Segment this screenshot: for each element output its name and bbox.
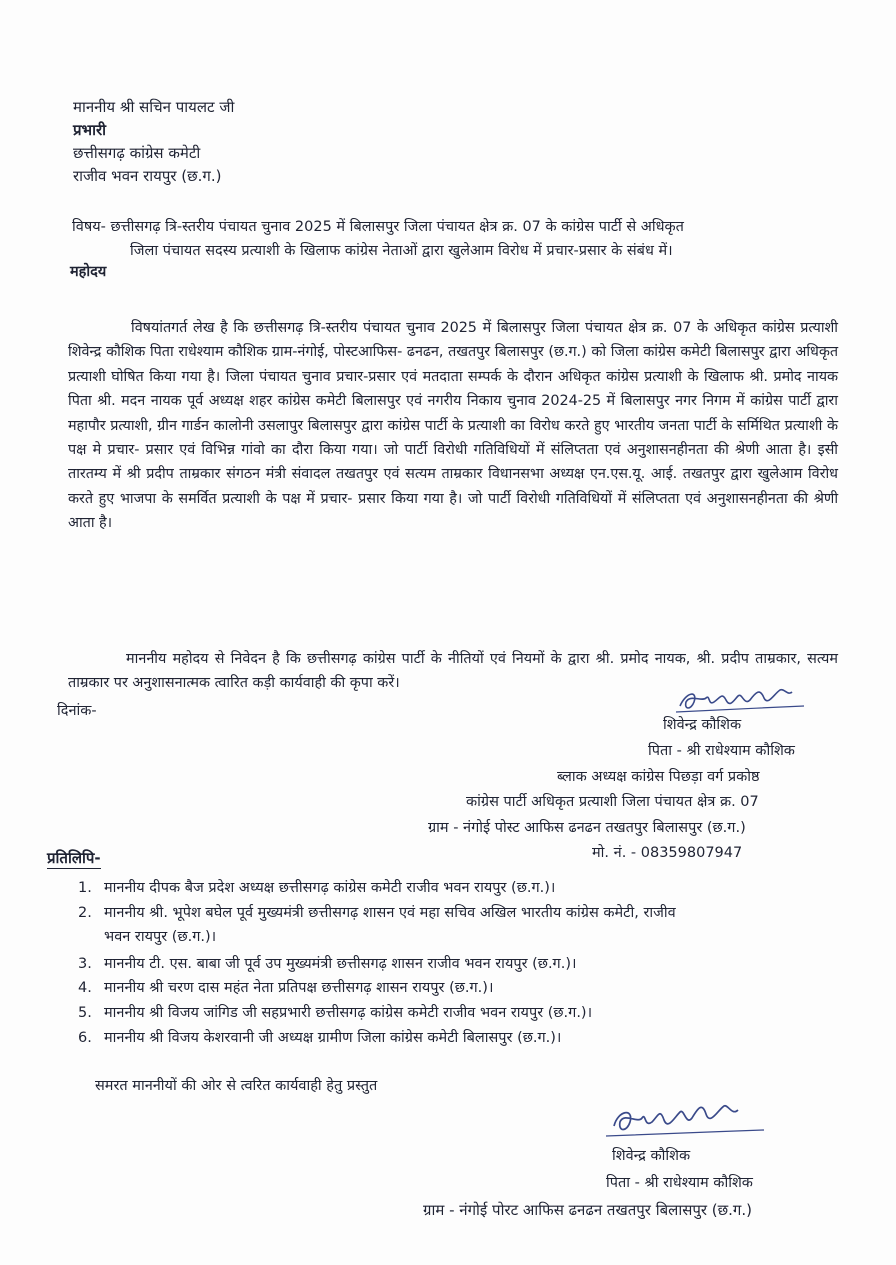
copy-item-number: 6. [78,1030,92,1046]
sender-candidacy: कांग्रेस पार्टी अधिकृत प्रत्याशी जिला पंचायत क्षेत्र क्र. 07 [466,794,759,810]
copy-item-number: 3. [78,956,92,972]
body-paragraph-2: माननीय महोदय से निवेदन है कि छत्तीसगढ़ कांग्रेस पार्टी के नीतियों एवं नियमों के द्वारा श्री. प्रमोद नायक, श्री. प्रदीप ताम्रकार, सत्यम ताम्रकार पर अनुशासनात्मक त्वारित कड़ी कार्यवाही की कृपा करें। [68,651,838,692]
sender-name: शिवेन्द्र कौशिक [663,717,742,733]
forward-note: समरत माननीयों की ओर से त्वरित कार्यवाही हेतु प्रस्तुत [95,1078,378,1094]
subject-line-2: जिला पंचायत सदस्य प्रत्याशी के खिलाफ कांग्रेस नेताओं द्वारा खुलेआम विरोध में प्रचार-प्रसार के संबंध में। [130,243,673,259]
addressee-title: प्रभारी [73,121,106,139]
footer-sender-father: पिता - श्री राधेश्याम कौशिक [606,1175,753,1191]
sender-father: पिता - श्री राधेश्याम कौशिक [648,743,795,759]
copy-list-item [78,902,676,925]
addressee-organization: छत्तीसगढ़ कांग्रेस कमेटी [73,144,201,162]
signature-2 [600,1096,770,1146]
addressee-address: राजीव भवन रायपुर (छ.ग.) [73,167,222,185]
copy-item-text: माननीय टी. एस. बाबा जी पूर्व उप मुख्यमंत्री छत्तीसगढ़ शासन राजीव भवन रायपुर (छ.ग.)। [104,956,577,972]
copy-item-continuation: भवन रायपुर (छ.ग.)। [104,929,217,945]
copy-list-heading: प्रतिलिपि- [47,849,101,867]
sender-mobile: मो. नं. - 08359807947 [592,845,743,861]
copy-item-number: 2. [78,905,92,921]
copy-item-text: माननीय श्री चरण दास महंत नेता प्रतिपक्ष छत्तीसगढ़ शासन रायपुर (छ.ग.)। [104,980,494,996]
footer-sender-address: ग्राम - नंगोई पोरट आफिस ढनढन तखतपुर बिलासपुर (छ.ग.) [423,1201,752,1219]
copy-list-item [78,977,493,1000]
salutation: महोदय [70,264,107,280]
sender-address: ग्राम - नंगोई पोस्ट आफिस ढनढन तखतपुर बिलासपुर (छ.ग.) [428,820,746,836]
addressee-name: माननीय श्री सचिन पायलट जी [73,98,235,116]
subject-line-1: विषय- छत्तीसगढ़ त्रि-स्तरीय पंचायत चुनाव 2025 में बिलासपुर जिला पंचायत क्षेत्र क्र. 07 के कांग्रेस पार्टी से अधिकृत [72,219,684,235]
date-label: दिनांक- [57,703,97,719]
copy-item-text: माननीय श्री. भूपेश बघेल पूर्व मुख्यमंत्री छत्तीसगढ़ शासन एवं महा सचिव अखिल भारतीय कांग्रेस कमेटी, राजीव [104,905,676,921]
copy-list-item [78,953,576,976]
copy-list-item [78,877,555,900]
sender-designation: ब्लाक अध्यक्ष कांग्रेस पिछड़ा वर्ग प्रकोष्ठ [557,769,760,785]
copy-item-number: 5. [78,1005,92,1021]
copy-item-text: माननीय दीपक बैज प्रदेश अध्यक्ष छत्तीसगढ़ कांग्रेस कमेटी राजीव भवन रायपुर (छ.ग.)। [104,880,556,896]
copy-item-number: 4. [78,980,92,996]
subject-block [72,215,872,263]
copy-item-text: माननीय श्री विजय केशरवानी जी अध्यक्ष ग्रामीण जिला कांग्रेस कमेटी बिलासपुर (छ.ग.)। [104,1030,562,1046]
copy-item-number: 1. [78,880,92,896]
copy-list-item [78,1002,592,1025]
copy-item-text: माननीय श्री विजय जांगिड जी सहप्रभारी छत्तीसगढ़ कांग्रेस कमेटी राजीव भवन रायपुर (छ.ग.)। [104,1005,593,1021]
addressee-block [73,96,234,188]
copy-list-item [78,1027,561,1050]
body-paragraph-1: विषयांतगर्त लेख है कि छत्तीसगढ़ त्रि-स्तरीय पंचायत चुनाव 2025 में बिलासपुर जिला पंचायत क्षेत्र क्र. 07 के अधिकृत कांग्रेस प्रत्याशी शिवेन्द्र कौशिक पिता राधेश्याम कौशिक ग्राम-नंगोई, पोस्टआफिस- ढनढन, तखतपुर बिलासपुर (छ.ग.) को जिला कांग्रेस कमेटी बिलासपुर द्वारा अधिकृत प्रत्याशी घोषित किया गया है। जिला पंचायत चुनाव प्रचार-प्रसार एवं मतदाता सम्पर्क के दौरान अधिकृत कांग्रेस प्रत्याशी के खिलाफ श्री. प्रमोद नायक पिता श्री. मदन नायक पूर्व अध्यक्ष शहर कांग्रेस कमेटी बिलासपुर एवं नगरीय निकाय चुनाव 2024-25 में बिलासपुर नगर निगम में कांग्रेस पार्टी द्वारा महापौर प्रत्याशी, ग्रीन गार्डन कालोनी उसलापुर बिलासपुर द्वारा कांग्रेस पार्टी के प्रत्याशी का विरोध करते हुए भारतीय जनता पार्टी के सर्मिथित प्रत्याशी के पक्ष मे प्रचार- प्रसार एवं विभिन्न गांवो का दौरा किया गया। जो पार्टी विरोधी गतिविधियों में संलिप्तता एवं अनुशासनहीनता की श्रेणी आता है। इसी तारतम्य में श्री प्रदीप ताम्रकार संगठन मंत्री संवादल तखतपुर एवं सत्यम ताम्रकार विधानसभा अध्यक्ष एन.एस.यू. आई. तखतपुर द्वारा खुलेआम विरोध करते हुए भाजपा के समर्वित प्रत्याशी के पक्ष में प्रचार- प्रसार किया गया है। जो पार्टी विरोधी गतिविधियों में संलिप्तता एवं अनुशासनहीनता की श्रेणी आता है। [68,320,838,532]
footer-sender-name: शिवेन्द्र कौशिक [612,1148,691,1164]
